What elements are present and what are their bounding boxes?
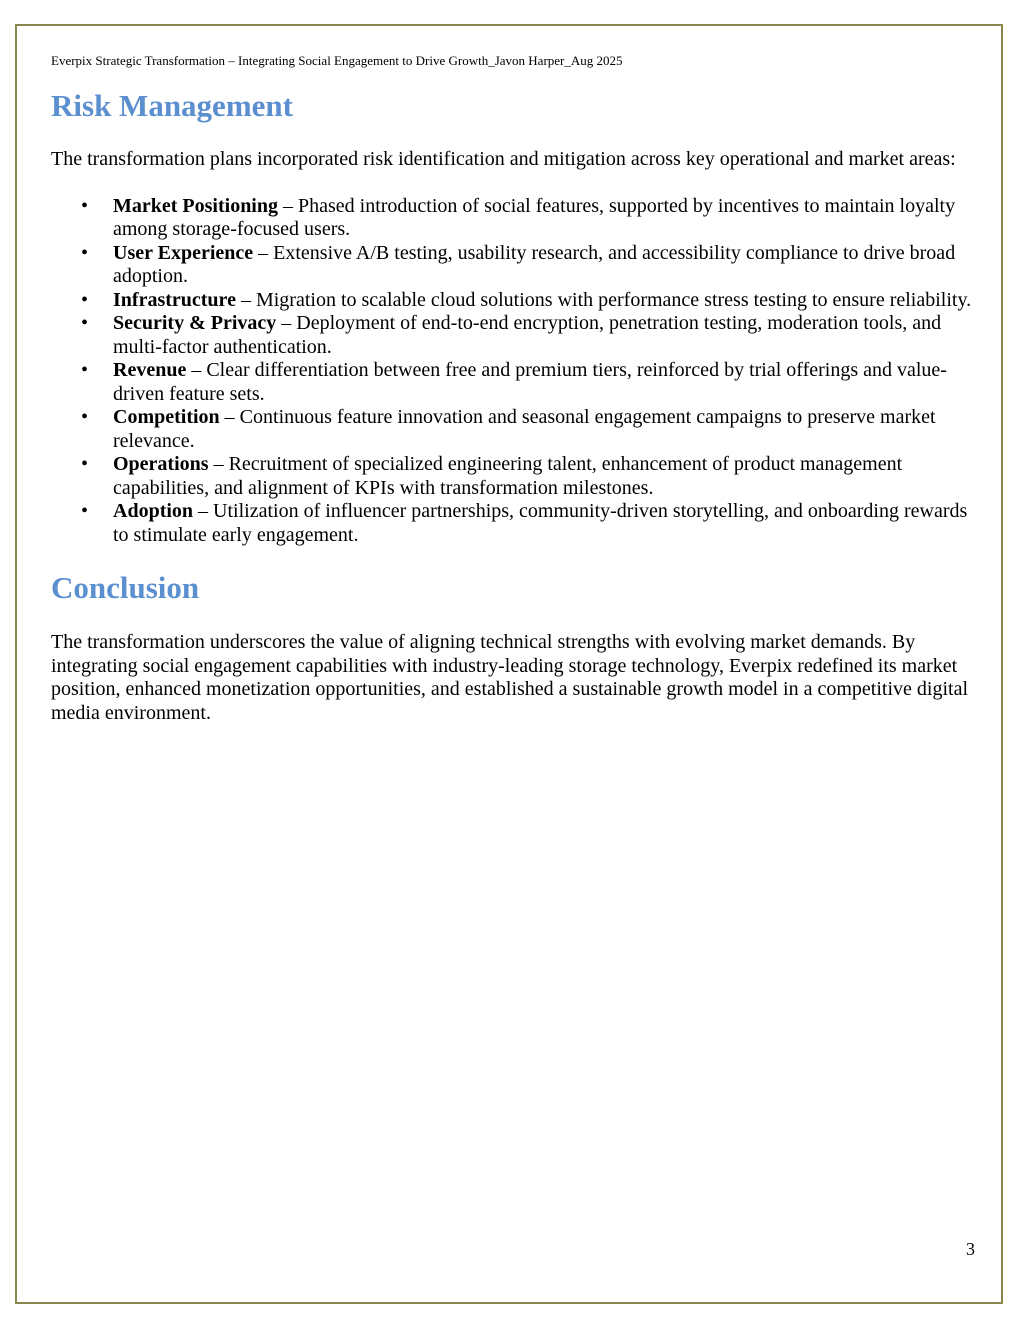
list-item-text: – Phased introduction of social features, supported by incentives to maintain loyalty among storage-focused users. (113, 194, 956, 240)
bullet-icon: • (81, 312, 89, 334)
list-item-text: – Recruitment of specialized engineering talent, enhancement of product management capabilities, and alignment of KPIs with transformation milestones. (113, 453, 903, 499)
risk-management-heading: Risk Management (51, 88, 293, 123)
document-content (51, 52, 973, 725)
list-item-text: – Migration to scalable cloud solutions with performance stress testing to ensure reliability. (235, 288, 972, 311)
risk-intro-paragraph: The transformation plans incorporated risk identification and mitigation across key operational and market areas: (51, 148, 956, 170)
list-item-text: – Continuous feature innovation and seasonal engagement campaigns to preserve market relevance. (113, 406, 936, 452)
list-item (51, 406, 973, 453)
bullet-icon: • (81, 500, 89, 522)
risk-list (51, 195, 973, 548)
conclusion-paragraph: The transformation underscores the value of aligning technical strengths with evolving market demands. By integrating social engagement capabilities with industry-leading storage technology, Everpix redefined its market position, enhanced monetization opportunities, and established a sustainable growth model in a competitive digital media environment. (51, 631, 969, 724)
bullet-icon: • (81, 359, 89, 381)
list-item-title: Competition (113, 406, 220, 428)
list-item-text: – Clear differentiation between free and premium tiers, reinforced by trial offerings and value-driven feature sets. (113, 359, 947, 405)
running-header: Everpix Strategic Transformation – Integrating Social Engagement to Drive Growth_Javon Harper_Aug 2025 (51, 53, 623, 68)
list-item-title: Market Positioning (113, 194, 278, 217)
list-item (51, 289, 973, 313)
bullet-icon: • (81, 241, 89, 264)
list-item-text: – Utilization of influencer partnerships, community-driven storytelling, and onboarding rewards to stimulate early engagement. (113, 500, 968, 546)
list-item (51, 453, 973, 500)
list-item-title: User Experience (113, 241, 254, 264)
list-item (51, 500, 973, 547)
list-item-title: Adoption (113, 500, 194, 522)
list-item (51, 242, 973, 289)
bullet-icon: • (81, 194, 89, 217)
list-item (51, 359, 973, 406)
list-item (51, 312, 973, 359)
list-item-text: – Extensive A/B testing, usability research, and accessibility compliance to drive broad adoption. (113, 241, 956, 287)
list-item-title: Operations (113, 453, 209, 475)
list-item-title: Infrastructure (113, 288, 236, 311)
list-item (51, 195, 973, 242)
page-number: 3 (966, 1239, 975, 1259)
bullet-icon: • (81, 453, 89, 475)
bullet-icon: • (81, 288, 89, 311)
list-item-title: Security & Privacy (113, 312, 277, 334)
list-item-title: Revenue (113, 359, 187, 381)
list-item-text: – Deployment of end-to-end encryption, penetration testing, moderation tools, and multi-factor authentication. (113, 312, 942, 358)
conclusion-heading: Conclusion (51, 570, 200, 605)
bullet-icon: • (81, 406, 89, 428)
